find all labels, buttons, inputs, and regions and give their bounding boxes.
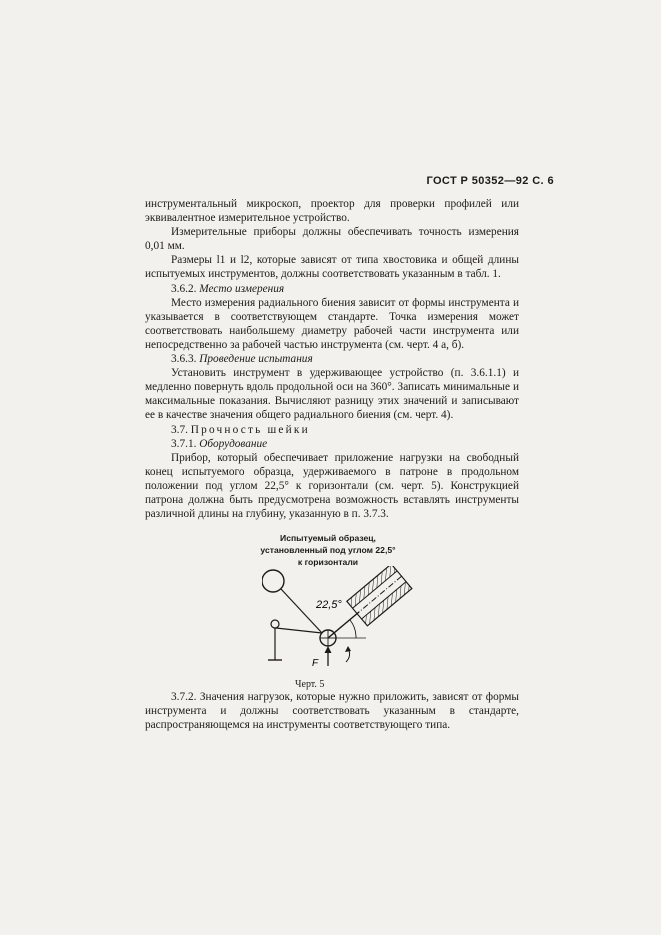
paragraph: инструментальный микроскоп, проектор для проверки профилей или эквивалентное измерительное устройство. — [145, 198, 519, 225]
paragraph: Установить инструмент в удерживающее устройство (п. 3.6.1.1) и медленно повернуть вдоль продольной оси на 360°. Записать минимальные и максимальные показания. Вычисляют разницу этих значений и записывают ее в качестве значения общего радиального биения (см. черт. 4). — [145, 367, 519, 422]
section-title: Проведение испытания — [199, 353, 313, 366]
page-header: ГОСТ Р 50352—92 С. 6 — [426, 175, 554, 187]
section-number: 3.7. — [171, 423, 188, 436]
paragraph: 3.7.2. Значения нагрузок, которые нужно приложить, зависят от формы инструмента и должны соответствовать указанным в стандарте, распространяющемся на инструменты соответствующего типа. — [145, 691, 519, 732]
specimen — [328, 612, 359, 638]
paragraph: Прибор, который обеспечивает приложение нагрузки на свободный конец испытуемого образца, удерживаемого в патроне в продольном положении под углом 22,5° к горизонтали (см. черт. 5). Конструкцией патрона должна быть предусмотрена возможность вставлять инструменты различной длины на глубину, указанную в п. 3.7.3. — [145, 451, 519, 521]
force-label: F — [312, 658, 319, 669]
section-heading — [145, 352, 519, 366]
paragraph: Измерительные приборы должны обеспечивать точность измерения 0,01 мм. — [145, 226, 519, 253]
section-title: Оборудование — [199, 437, 268, 450]
test-device-diagram — [262, 566, 422, 670]
section-heading — [145, 423, 519, 437]
section-heading — [145, 437, 519, 451]
body-text — [145, 197, 519, 521]
section-number: 3.7.1. — [171, 437, 197, 450]
section-title: Место измерения — [199, 282, 285, 295]
paragraph: Размеры l1 и l2, которые зависят от типа хвостовика и общей длины испытуемых инструментов, должны соответствовать указанным в табл. 1. — [145, 254, 519, 281]
section-number: 3.6.2. — [171, 282, 197, 295]
section-number: 3.6.3. — [171, 353, 197, 366]
section-heading — [145, 282, 519, 296]
gauge-ball — [262, 570, 284, 592]
angle-label: 22,5° — [316, 599, 342, 611]
figure-caption: Испытуемый образец, установленный под углом 22,5° к горизонтали — [260, 533, 396, 567]
body-text-bottom — [145, 690, 519, 732]
section-title: Прочность шейки — [190, 423, 310, 436]
figure-label: Черт. 5 — [295, 679, 325, 690]
paragraph: Место измерения радиального биения зависит от формы инструмента и указывается в соответствующем стандарте. Точка измерения может соответствовать наибольшему диаметру рабочей части инструмента или непосредственно за рабочей частью инструмента (см. черт. 4 а, б). — [145, 296, 519, 351]
